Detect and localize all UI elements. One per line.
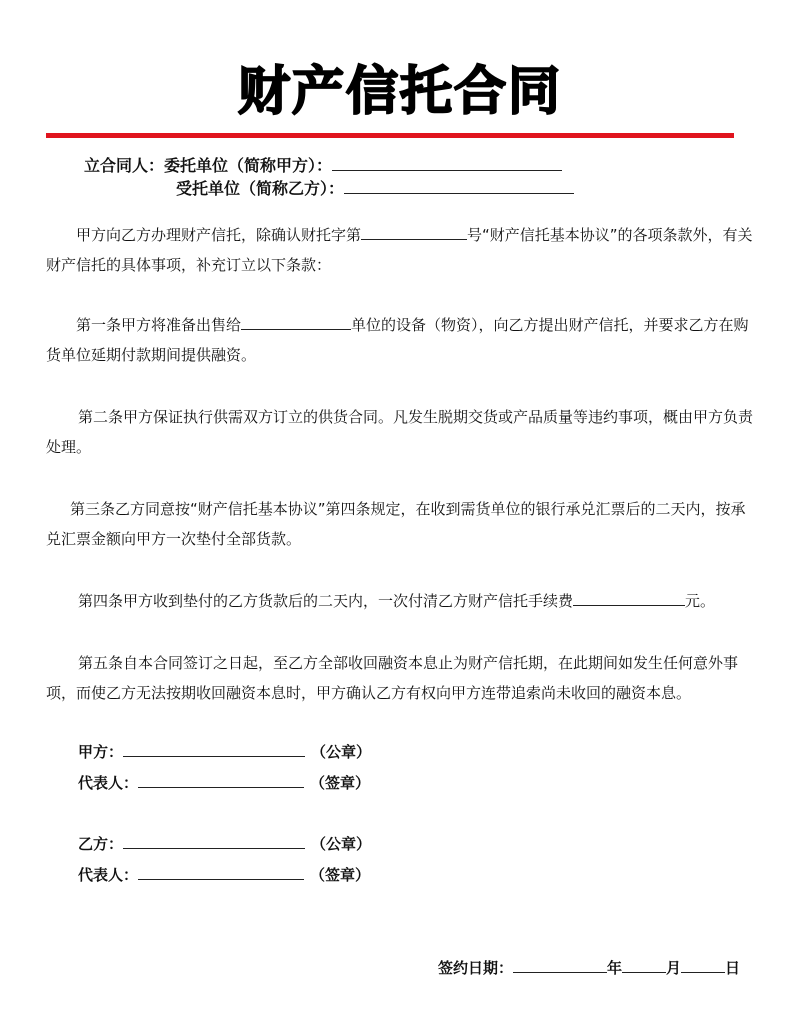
rep-a-seal-label: （签章） [310,774,371,792]
day-blank[interactable] [681,958,725,973]
title-divider [46,133,734,138]
rep-b-label: 代表人： [78,866,139,884]
year-blank[interactable] [513,958,607,973]
trustee-line [176,178,574,200]
trustor-blank[interactable] [332,156,562,171]
party-a-seal-label: （公章） [311,743,372,761]
document-title: 财产信托合同 [237,62,562,122]
clause-4-text-2: 元。 [685,592,716,610]
rep-b-signature-line [78,864,370,886]
intro-paragraph [46,220,758,280]
month-label: 月 [666,959,682,977]
party-a-signature-line [78,741,371,763]
clause-1 [46,310,758,370]
signing-date-label: 签约日期： [438,959,514,977]
party-b-blank[interactable] [123,834,305,849]
year-label: 年 [607,959,623,977]
intro-text-2: 号“财产信托基本协议”的各项条款外，有关财产信托的具体事项，补充订立以下条款： [46,226,753,274]
clause-1-text-1: 第一条甲方将准备出售给 [76,316,242,334]
party-a-blank[interactable] [123,742,305,757]
trustee-blank[interactable] [344,179,574,194]
clause-4 [46,586,758,616]
fee-amount-blank[interactable] [573,591,685,606]
party-b-seal-label: （公章） [311,835,372,853]
party-b-signature-line [78,833,371,855]
day-label: 日 [725,959,741,977]
rep-a-label: 代表人： [78,774,139,792]
trustee-label: 受托单位（简称乙方）： [176,179,345,198]
clause-5: 第五条自本合同签订之日起，至乙方全部收回融资本息止为财产信托期，在此期间如发生任何意外事项，而使乙方无法按期收回融资本息时，甲方确认乙方有权向甲方连带追索尚未收回的融资本息。 [46,654,739,702]
trustor-label: 委托单位（简称甲方）： [164,156,333,175]
trustor-line [84,155,562,177]
signing-date-line [438,957,740,979]
agreement-number-blank[interactable] [361,225,467,240]
buyer-unit-blank[interactable] [241,315,351,330]
month-blank[interactable] [622,958,666,973]
party-b-label: 乙方： [78,835,124,853]
clause-4-text-1: 第四条甲方收到垫付的乙方货款后的二天内，一次付清乙方财产信托手续费 [78,592,574,610]
clause-2: 第二条甲方保证执行供需双方订立的供货合同。凡发生脱期交货或产品质量等违约事项，概由甲方负责处理。 [46,408,754,456]
clause-1-text-2: 单位的设备（物资），向乙方提出财产信托，并要求乙方在购货单位延期付款期间提供融资。 [46,316,749,364]
rep-a-signature-line [78,772,370,794]
party-a-label: 甲方： [78,743,124,761]
clause-3: 第三条乙方同意按“财产信托基本协议”第四条规定，在收到需货单位的银行承兑汇票后的二天内，按承兑汇票金额向甲方一次垫付全部货款。 [46,500,746,548]
rep-a-blank[interactable] [138,773,304,788]
rep-b-blank[interactable] [138,865,304,880]
intro-text-1: 甲方向乙方办理财产信托，除确认财托字第 [76,226,362,244]
rep-b-seal-label: （签章） [310,866,371,884]
parties-lead-label: 立合同人： [84,156,165,175]
